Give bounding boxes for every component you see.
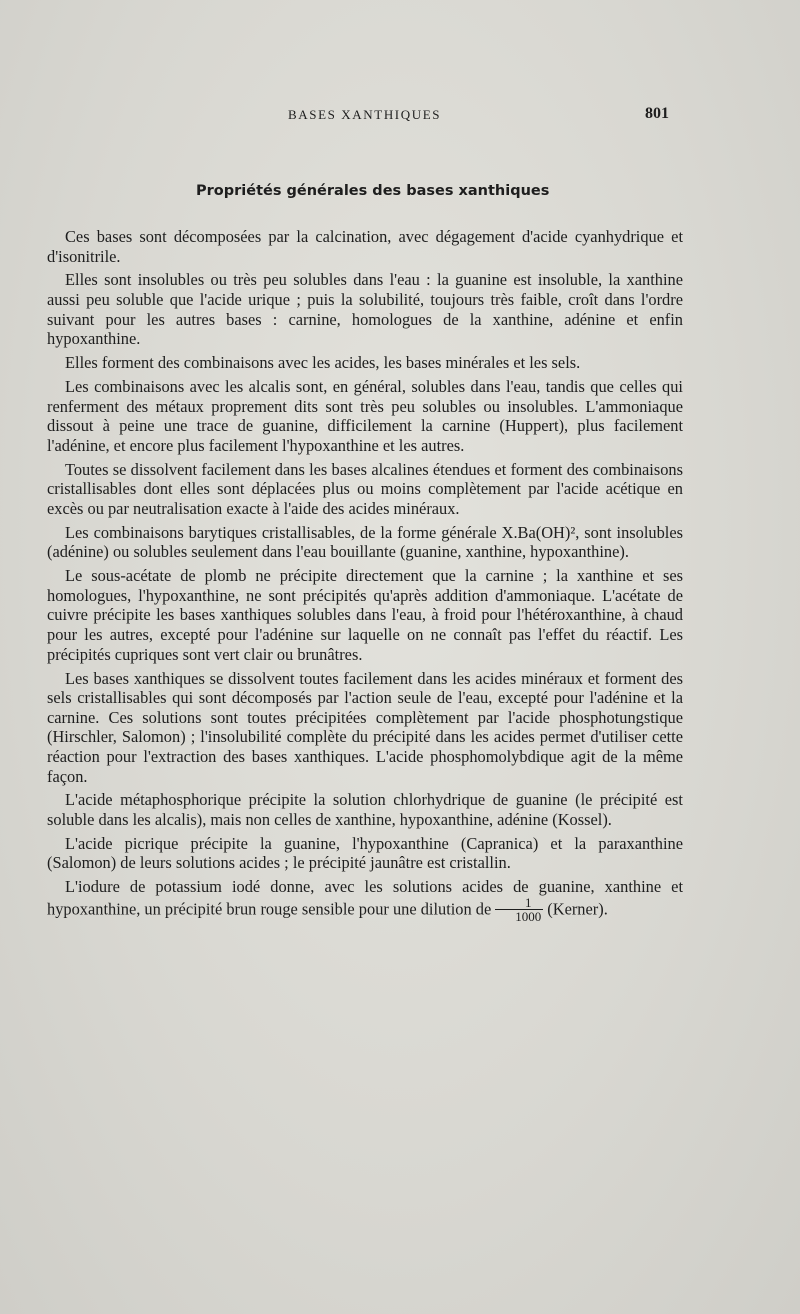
- paragraph: Les combinaisons barytiques cristallisables, de la forme générale X.Ba(OH)², sont insolubles (adénine) ou solubles seulement dans l'eau bouillante (guanine, xanthine, hypoxanthine).: [47, 522, 683, 562]
- paragraph: Le sous-acétate de plomb ne précipite directement que la carnine ; la xanthine et ses homologues, l'hypoxanthine, ne sont précipités qu'après addition d'ammoniaque. L'acétate de cuivre précipite les bases xanthiques solubles dans l'eau, à froid pour l'hétéroxanthine, à chaud pour les autres, excepté pour l'adénine sur laquelle on ne connaît pas l'effet du réactif. Les précipités cupriques sont vert clair ou brunâtres.: [47, 566, 683, 664]
- fraction-denominator: 1000: [515, 908, 542, 924]
- dilution-fraction: [495, 896, 543, 923]
- body-text: [47, 227, 683, 928]
- paragraph-last-text: L'iodure de potassium iodé donne, avec les solutions acides de guanine, xanthine et hypoxanthine, un précipité brun rouge sensible pour une dilution de: [47, 877, 683, 919]
- paragraph: Les bases xanthiques se dissolvent toutes facilement dans les acides minéraux et forment des sels cristallisables qui sont décomposés par l'action seule de l'eau, excepté pour l'adénine et la carnine. Ces solutions sont toutes précipitées complètement par l'acide phosphotungstique (Hirschler, Salomon) ; l'insolubilité complète du précipité dans les acides permet d'utiliser cette réaction pour l'extraction des bases xanthiques. L'acide phosphomolybdique agit de la même façon.: [47, 668, 683, 786]
- page-number: 801: [645, 105, 669, 122]
- paragraph: Elles forment des combinaisons avec les acides, les bases minérales et les sels.: [65, 353, 581, 373]
- running-head: [0, 107, 800, 127]
- running-title: BASES XANTHIQUES: [288, 107, 442, 122]
- paragraph: L'acide picrique précipite la guanine, l'hypoxanthine (Capranica) et la paraxanthine (Salomon) de leurs solutions acides ; le précipité jaunâtre est cristallin.: [47, 833, 683, 873]
- section-title: Propriétés générales des bases xanthiques: [196, 183, 550, 199]
- paragraph: L'acide métaphosphorique précipite la solution chlorhydrique de guanine (le précipité est soluble dans les alcalis), mais non celles de xanthine, hypoxanthine, adénine (Kossel).: [47, 790, 683, 829]
- fraction-numerator: 1: [495, 896, 543, 910]
- paragraph: Toutes se dissolvent facilement dans les bases alcalines étendues et forment des combinaisons cristallisables dont elles sont déplacées plus ou moins complètement par l'acide acétique en excès ou par neutralisation exacte à l'aide des acides minéraux.: [47, 459, 683, 518]
- paragraph: Les combinaisons avec les alcalis sont, en général, solubles dans l'eau, tandis que celles qui renferment des métaux proprement dits sont très peu solubles ou insolubles. L'ammoniaque dissout à peine une trace de guanine, difficilement la carnine (Huppert), plus facilement l'adénine, et encore plus facilement l'hypoxanthine et les autres.: [47, 377, 683, 455]
- paragraph: Ces bases sont décomposées par la calcination, avec dégagement d'acide cyanhydrique et d'isonitrile.: [47, 227, 683, 266]
- paragraph-last: [47, 877, 683, 924]
- paragraph: Elles sont insolubles ou très peu solubles dans l'eau : la guanine est insoluble, la xanthine aussi peu soluble que l'acide urique ; puis la solubilité, toujours très faible, croît dans l'ordre suivant pour les autres bases : carnine, homologues de la xanthine, adénine et enfin hypoxanthine.: [47, 270, 683, 349]
- paragraph-last-suffix: (Kerner).: [547, 899, 608, 919]
